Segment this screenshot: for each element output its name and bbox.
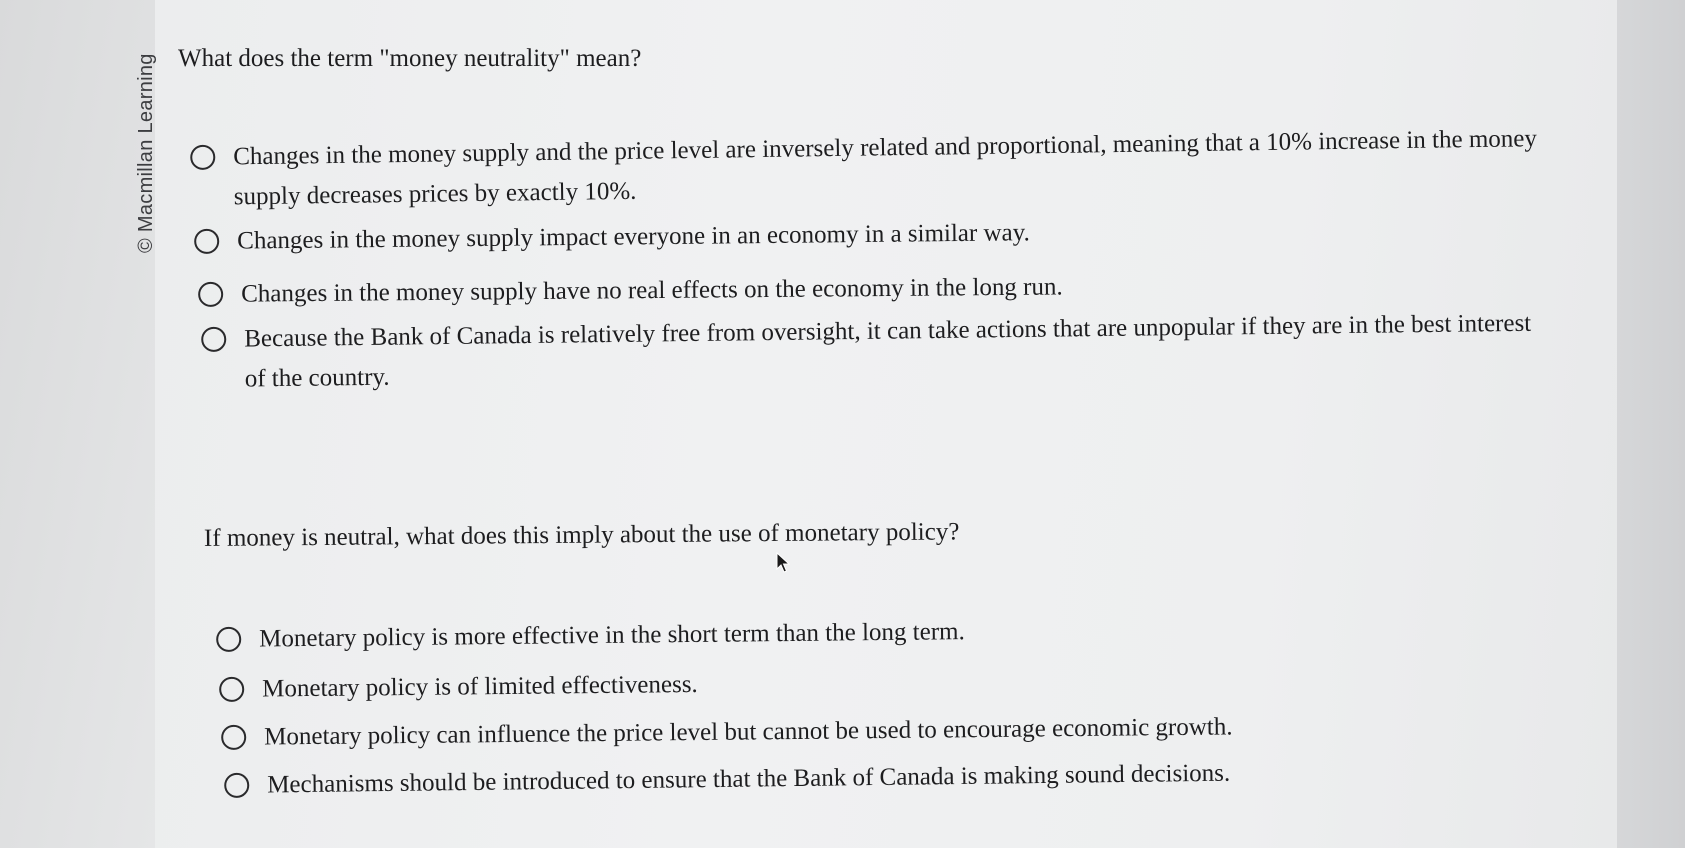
q1-option-4[interactable]	[201, 304, 1542, 400]
radio-button-icon[interactable]	[221, 725, 246, 750]
q2-option-3-label[interactable]: Monetary policy can influence the price level but cannot be used to encourage economic growth.	[264, 713, 1233, 751]
radio-button-icon[interactable]	[216, 627, 241, 652]
q2-option-2-label[interactable]: Monetary policy is of limited effectiveness.	[262, 670, 698, 703]
mouse-pointer-icon	[776, 552, 790, 574]
q2-option-2[interactable]	[219, 665, 698, 710]
radio-button-icon[interactable]	[194, 229, 219, 254]
radio-button-icon[interactable]	[198, 282, 223, 307]
q2-option-1[interactable]	[216, 612, 965, 660]
radio-button-icon[interactable]	[224, 773, 249, 798]
q1-option-3[interactable]	[198, 267, 1063, 315]
radio-button-icon[interactable]	[201, 327, 226, 352]
radio-button-icon[interactable]	[190, 145, 215, 170]
page-edge	[1617, 0, 1685, 848]
q2-option-1-label[interactable]: Monetary policy is more effective in the short term than the long term.	[259, 618, 965, 653]
copyright-watermark: © Macmillan Learning	[135, 53, 157, 253]
q1-option-4-label[interactable]: Because the Bank of Canada is relatively free from oversight, it can take actions that are unpopular if they are in the best interest of the country.	[244, 309, 1532, 393]
radio-button-icon[interactable]	[219, 677, 244, 702]
q1-option-1-label[interactable]: Changes in the money supply and the price level are inversely related and proportional, meaning that a 10% increase in the money supply decreases prices by exactly 10%.	[233, 125, 1538, 211]
q1-option-3-label[interactable]: Changes in the money supply have no real effects on the economy in the long run.	[241, 273, 1063, 308]
q1-option-2-label[interactable]: Changes in the money supply impact everyone in an economy in a similar way.	[237, 219, 1030, 255]
question-1-prompt: What does the term "money neutrality" mean?	[178, 45, 642, 72]
question-2-prompt: If money is neutral, what does this imply about the use of monetary policy?	[203, 518, 960, 552]
q2-option-4-label[interactable]: Mechanisms should be introduced to ensure that the Bank of Canada is making sound decisions.	[267, 759, 1231, 799]
